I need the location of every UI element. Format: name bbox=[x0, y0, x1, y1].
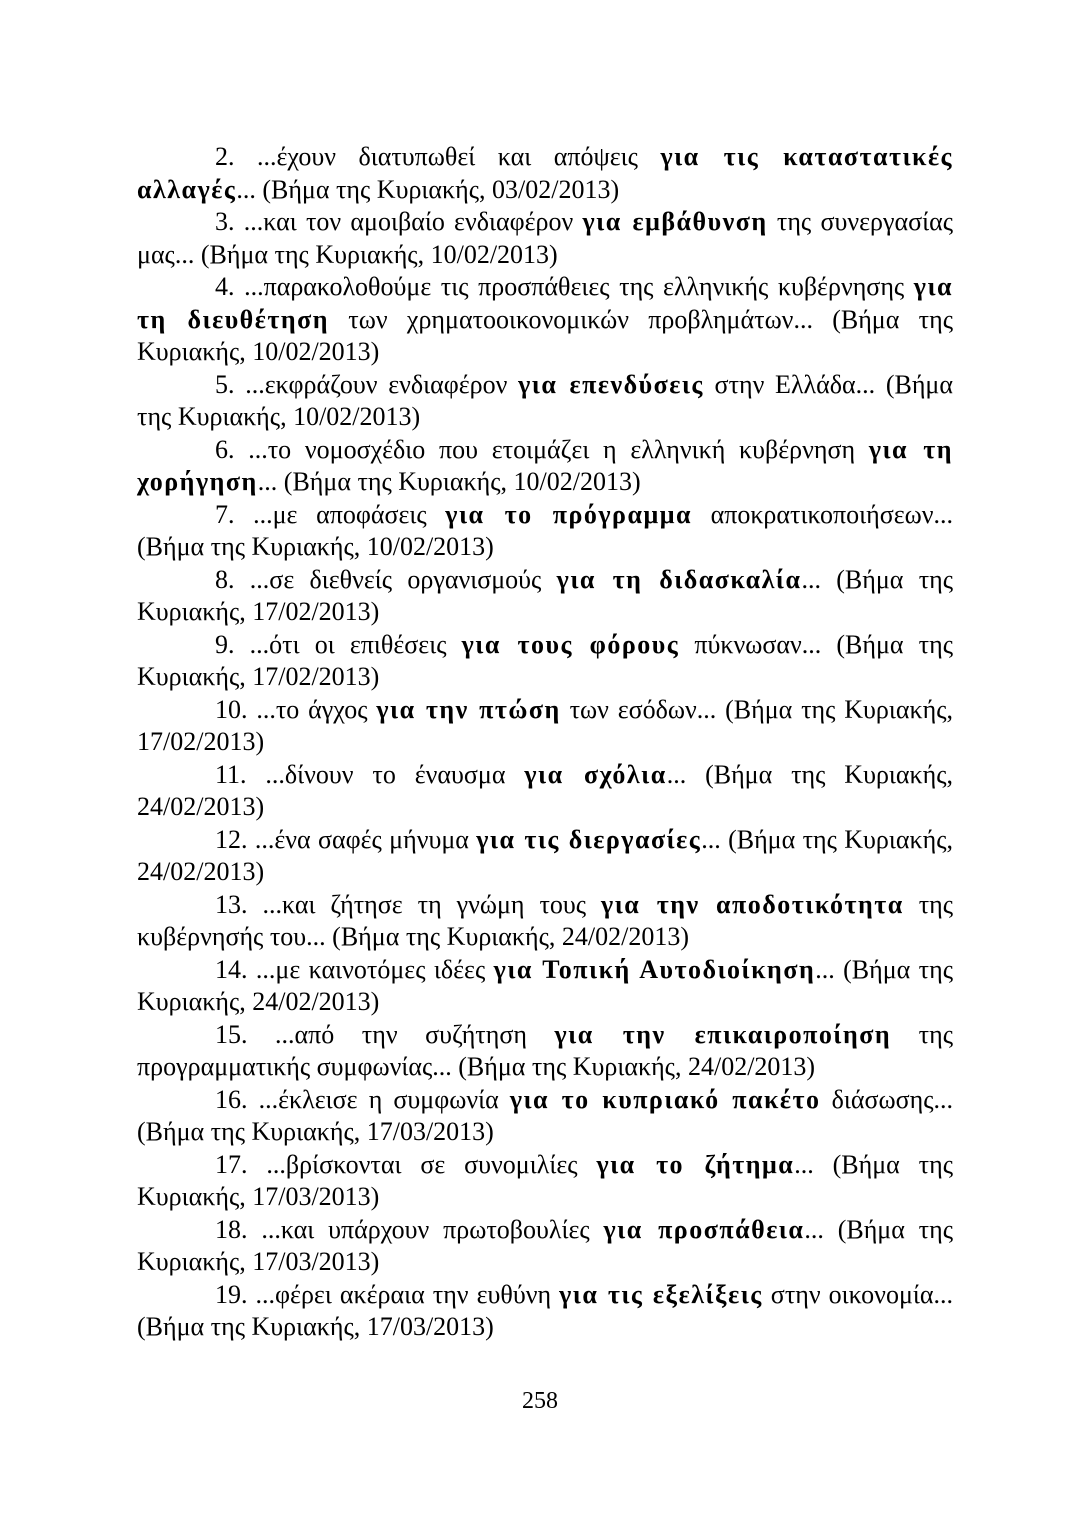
entry-context-before: ...φέρει ακέραια την ευθύνη bbox=[255, 1279, 552, 1309]
entry-highlight: για το κυπριακό πακέτο bbox=[509, 1084, 821, 1114]
entry-number: 4. bbox=[215, 272, 235, 301]
entry-context-after: ... (Βήμα της Κυριακής, 17/03/2013) bbox=[137, 1214, 953, 1276]
entry-context-after: στην οικονομία... (Βήμα της Κυριακής, 17/03/2013) bbox=[137, 1279, 953, 1341]
entry-number: 11. bbox=[215, 759, 247, 789]
entry-context-before: ...και τον αμοιβαίο ενδιαφέρον bbox=[243, 207, 574, 236]
entry-context-after: των χρηματοοικονομικών προβλημάτων... (Βήμα της Κυριακής, 10/02/2013) bbox=[137, 304, 953, 366]
example-entry bbox=[137, 499, 953, 564]
entry-context-after: ... (Βήμα της Κυριακής, 24/02/2013) bbox=[137, 759, 954, 821]
entry-context-after: της κυβέρνησής του... (Βήμα της Κυριακής, 24/02/2013) bbox=[137, 889, 954, 951]
entry-number: 18. bbox=[215, 1214, 248, 1244]
entry-highlight: για τις διεργασίες bbox=[476, 824, 702, 854]
entry-number: 7. bbox=[215, 499, 235, 529]
example-entry bbox=[137, 369, 953, 434]
entry-context-before: ...ότι οι επιθέσεις bbox=[249, 629, 447, 659]
example-entry bbox=[137, 889, 953, 954]
example-entry bbox=[137, 1019, 953, 1084]
entry-context-after: διάσωσης... (Βήμα της Κυριακής, 17/03/2013) bbox=[137, 1084, 954, 1146]
entry-number: 14. bbox=[215, 954, 248, 984]
entry-context-before: ...με αποφάσεις bbox=[253, 499, 427, 529]
entry-highlight: για τις καταστατικές αλλαγές bbox=[137, 142, 954, 204]
entry-number: 9. bbox=[215, 629, 235, 659]
entry-context-before: ...δίνουν το έναυσμα bbox=[265, 759, 506, 789]
entry-context-after: ... (Βήμα της Κυριακής, 10/02/2013) bbox=[257, 467, 641, 496]
entry-number: 8. bbox=[215, 564, 235, 594]
entry-highlight: για σχόλια bbox=[524, 759, 667, 789]
entry-context-after: αποκρατικοποιήσεων... (Βήμα της Κυριακής, 10/02/2013) bbox=[137, 499, 954, 561]
entry-highlight: για εμβάθυνση bbox=[582, 207, 768, 236]
entry-context-before: ...έχουν διατυπωθεί και απόψεις bbox=[256, 142, 638, 171]
entry-context-before: ...με καινοτόμες ιδέες bbox=[255, 954, 486, 984]
entry-context-after: στην Ελλάδα... (Βήμα της Κυριακής, 10/02/2013) bbox=[137, 369, 953, 431]
entry-context-after: ... (Βήμα της Κυριακής, 17/03/2013) bbox=[137, 1149, 953, 1211]
entry-context-before: ...έκλεισε η συμφωνία bbox=[258, 1084, 499, 1114]
entry-context-before: ...και ζήτησε τη γνώμη τους bbox=[262, 889, 587, 919]
example-entry bbox=[137, 694, 953, 759]
entry-context-after: ... (Βήμα της Κυριακής, 03/02/2013) bbox=[236, 174, 620, 204]
entry-highlight: για τη διδασκαλία bbox=[556, 564, 802, 594]
example-entry bbox=[137, 564, 953, 629]
entry-number: 15. bbox=[215, 1019, 248, 1049]
example-entry bbox=[137, 271, 953, 369]
entry-context-after: ... (Βήμα της Κυριακής, 24/02/2013) bbox=[137, 954, 954, 1016]
example-entry bbox=[137, 824, 953, 889]
example-entry bbox=[137, 1214, 953, 1279]
entry-highlight: για τις εξελίξεις bbox=[559, 1279, 763, 1309]
entry-context-before: ...το άγχος bbox=[256, 694, 368, 724]
entry-number: 19. bbox=[215, 1279, 248, 1309]
entry-number: 10. bbox=[215, 694, 248, 724]
entry-highlight: για το ζήτημα bbox=[596, 1149, 795, 1179]
example-entry bbox=[137, 1149, 953, 1214]
entry-highlight: για τη χορήγηση bbox=[137, 434, 954, 496]
entry-context-after: πύκνωσαν... (Βήμα της Κυριακής, 17/02/2013) bbox=[137, 629, 953, 691]
entry-context-before: ...ένα σαφές μήνυμα bbox=[254, 824, 469, 854]
entry-number: 5. bbox=[215, 369, 235, 399]
entry-number: 2. bbox=[215, 142, 235, 171]
entry-highlight: για το πρόγραμμα bbox=[445, 499, 692, 529]
entry-highlight: για την αποδοτικότητα bbox=[601, 889, 904, 919]
entry-context-after: της προγραμματικής συμφωνίας... (Βήμα της Κυριακής, 24/02/2013) bbox=[137, 1019, 954, 1081]
entry-number: 16. bbox=[215, 1084, 248, 1114]
example-entry bbox=[137, 759, 953, 824]
entry-number: 3. bbox=[215, 207, 235, 236]
example-entry bbox=[137, 141, 953, 206]
entry-context-before: ...το νομοσχέδιο που ετοιμάζει η ελληνική κυβέρνηση bbox=[248, 434, 856, 464]
example-entry bbox=[137, 954, 953, 1019]
entry-context-before: ...σε διεθνείς οργανισμούς bbox=[249, 564, 542, 594]
entry-number: 13. bbox=[215, 889, 248, 919]
entry-context-after: ... (Βήμα της Κυριακής, 24/02/2013) bbox=[137, 824, 953, 886]
entry-context-before: ...παρακολοθούμε τις προσπάθειες της ελληνικής κυβέρνησης bbox=[244, 272, 905, 301]
entry-context-after: της συνεργασίας μας... (Βήμα της Κυριακής, 10/02/2013) bbox=[137, 207, 954, 269]
entry-highlight: για προσπάθεια bbox=[603, 1214, 805, 1244]
entry-number: 17. bbox=[215, 1149, 248, 1179]
entry-context-before: ...και υπάρχουν πρωτοβουλίες bbox=[261, 1214, 590, 1244]
entry-number: 12. bbox=[215, 824, 248, 854]
entry-context-before: ...από την συζήτηση bbox=[275, 1019, 527, 1049]
entry-context-after: των εσόδων... (Βήμα της Κυριακής, 17/02/2013) bbox=[137, 694, 954, 756]
page-number: 258 bbox=[522, 1388, 558, 1414]
example-entry bbox=[137, 434, 953, 499]
entry-number: 6. bbox=[215, 434, 235, 464]
entry-context-after: ... (Βήμα της Κυριακής, 17/02/2013) bbox=[137, 564, 954, 626]
entry-context-before: ...βρίσκονται σε συνομιλίες bbox=[266, 1149, 578, 1179]
entry-highlight: για τους φόρους bbox=[461, 629, 680, 659]
entry-highlight: για την πτώση bbox=[376, 694, 561, 724]
entry-context-before: ...εκφράζουν ενδιαφέρον bbox=[245, 369, 508, 399]
entry-highlight: για την επικαιροποίηση bbox=[554, 1019, 892, 1049]
example-entry bbox=[137, 206, 953, 271]
example-list bbox=[137, 141, 953, 1344]
example-entry bbox=[137, 1279, 953, 1344]
example-entry bbox=[137, 629, 953, 694]
entry-highlight: για Τοπική Αυτοδιοίκηση bbox=[493, 954, 816, 984]
entry-highlight: για τη διευθέτηση bbox=[137, 272, 954, 334]
entry-highlight: για επενδύσεις bbox=[518, 369, 704, 399]
example-entry bbox=[137, 1084, 953, 1149]
